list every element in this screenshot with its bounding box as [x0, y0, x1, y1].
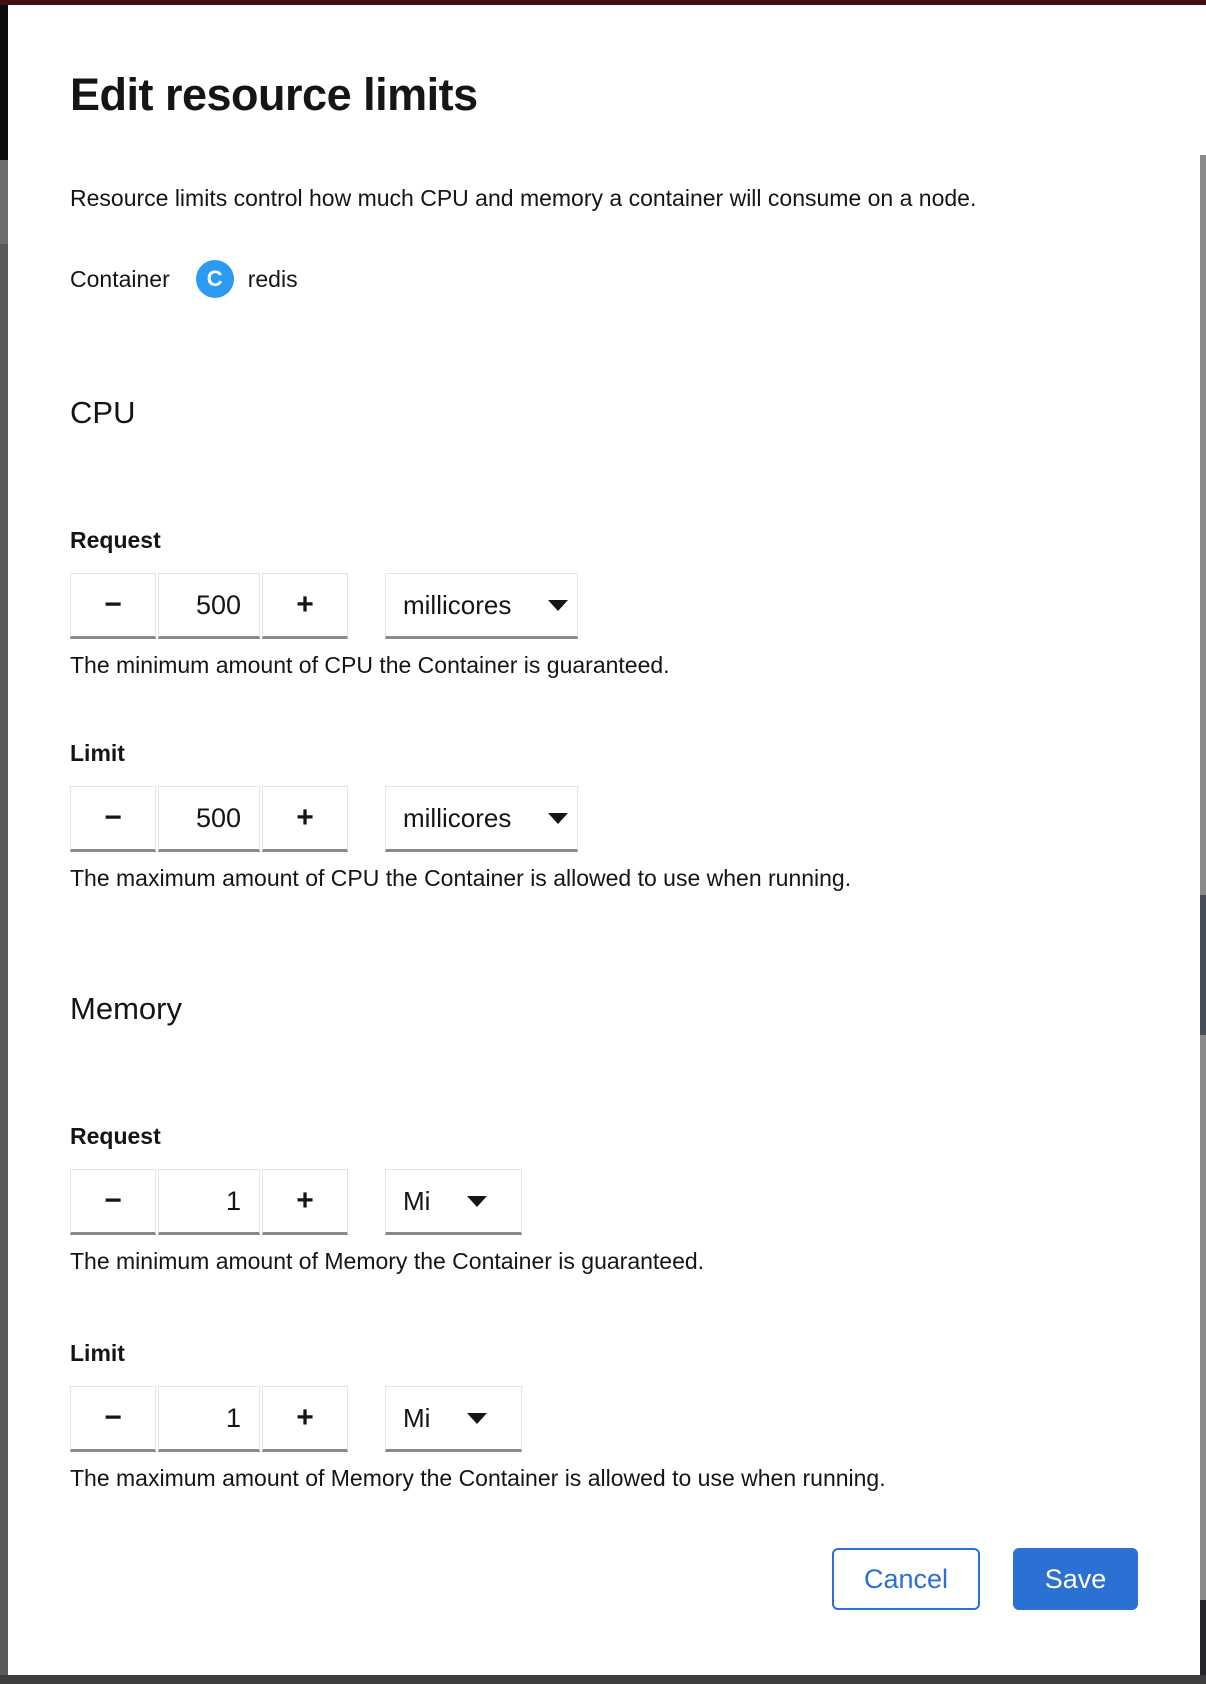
cpu-limit-unit-select[interactable] [385, 786, 578, 852]
cpu-request-label: Request [70, 527, 161, 554]
underlay-bottom-strip [0, 1675, 1206, 1684]
cpu-request-controls [70, 573, 1138, 639]
cpu-request-input[interactable] [159, 574, 259, 636]
memory-limit-label: Limit [70, 1340, 125, 1367]
underlay-right-strip-bottom [1200, 1600, 1206, 1684]
unit-select-value: millicores [403, 802, 512, 833]
plus-button[interactable]: + [262, 1169, 348, 1235]
container-label: Container [70, 265, 170, 292]
dialog-description: Resource limits control how much CPU and memory a container will consume on a node. [70, 185, 977, 212]
plus-button[interactable]: + [262, 1386, 348, 1452]
container-row [70, 259, 1138, 299]
memory-request-controls [70, 1169, 1138, 1235]
memory-request-label: Request [70, 1123, 161, 1150]
cpu-limit-stepper [70, 786, 348, 852]
underlay-right-strip [1200, 155, 1206, 895]
underlay-left-strip-dark [0, 5, 8, 160]
memory-request-value-cell [158, 1169, 260, 1235]
cpu-request-value-cell [158, 573, 260, 639]
cpu-limit-input[interactable] [159, 787, 259, 849]
minus-button[interactable]: − [70, 1386, 156, 1452]
cancel-button[interactable]: Cancel [832, 1548, 980, 1610]
unit-select-value: millicores [403, 589, 512, 620]
cpu-request-help-text: The minimum amount of CPU the Container is guaranteed. [70, 652, 670, 679]
memory-limit-help-text: The maximum amount of Memory the Container is allowed to use when running. [70, 1465, 886, 1492]
container-name: redis [247, 265, 298, 292]
plus-button[interactable]: + [262, 573, 348, 639]
memory-request-help-text: The minimum amount of Memory the Container is guaranteed. [70, 1248, 705, 1275]
cpu-limit-controls [70, 786, 1138, 852]
minus-button[interactable]: − [70, 573, 156, 639]
memory-request-input[interactable] [159, 1170, 259, 1232]
underlay-left-strip [0, 244, 8, 1675]
page-title: Edit resource limits [70, 69, 478, 120]
cpu-request-unit-select[interactable] [385, 573, 578, 639]
underlay-right-strip [1200, 1035, 1206, 1600]
save-button[interactable]: Save [1013, 1548, 1138, 1610]
unit-select-value: Mi [403, 1185, 431, 1216]
section-heading-memory: Memory [70, 991, 182, 1027]
chevron-down-icon [467, 1413, 487, 1424]
memory-limit-stepper [70, 1386, 348, 1452]
memory-limit-value-cell [158, 1386, 260, 1452]
section-heading-cpu: CPU [70, 395, 136, 431]
chevron-down-icon [467, 1196, 487, 1207]
unit-select-value: Mi [403, 1402, 431, 1433]
minus-button[interactable]: − [70, 1169, 156, 1235]
chevron-down-icon [548, 813, 568, 824]
memory-request-unit-select[interactable] [385, 1169, 522, 1235]
memory-limit-input[interactable] [159, 1387, 259, 1449]
cpu-limit-value-cell [158, 786, 260, 852]
cpu-limit-label: Limit [70, 740, 125, 767]
memory-request-stepper [70, 1169, 348, 1235]
container-resource-icon: C [196, 260, 234, 298]
memory-limit-unit-select[interactable] [385, 1386, 522, 1452]
cpu-request-stepper [70, 573, 348, 639]
memory-limit-controls [70, 1386, 1138, 1452]
modal-footer [70, 1548, 1138, 1610]
plus-button[interactable]: + [262, 786, 348, 852]
chevron-down-icon [548, 600, 568, 611]
cpu-limit-help-text: The maximum amount of CPU the Container is allowed to use when running. [70, 865, 852, 892]
underlay-right-strip-dark [1200, 895, 1206, 1035]
underlay-left-strip-mid [0, 160, 8, 244]
edit-resource-limits-modal [8, 5, 1200, 1675]
minus-button[interactable]: − [70, 786, 156, 852]
